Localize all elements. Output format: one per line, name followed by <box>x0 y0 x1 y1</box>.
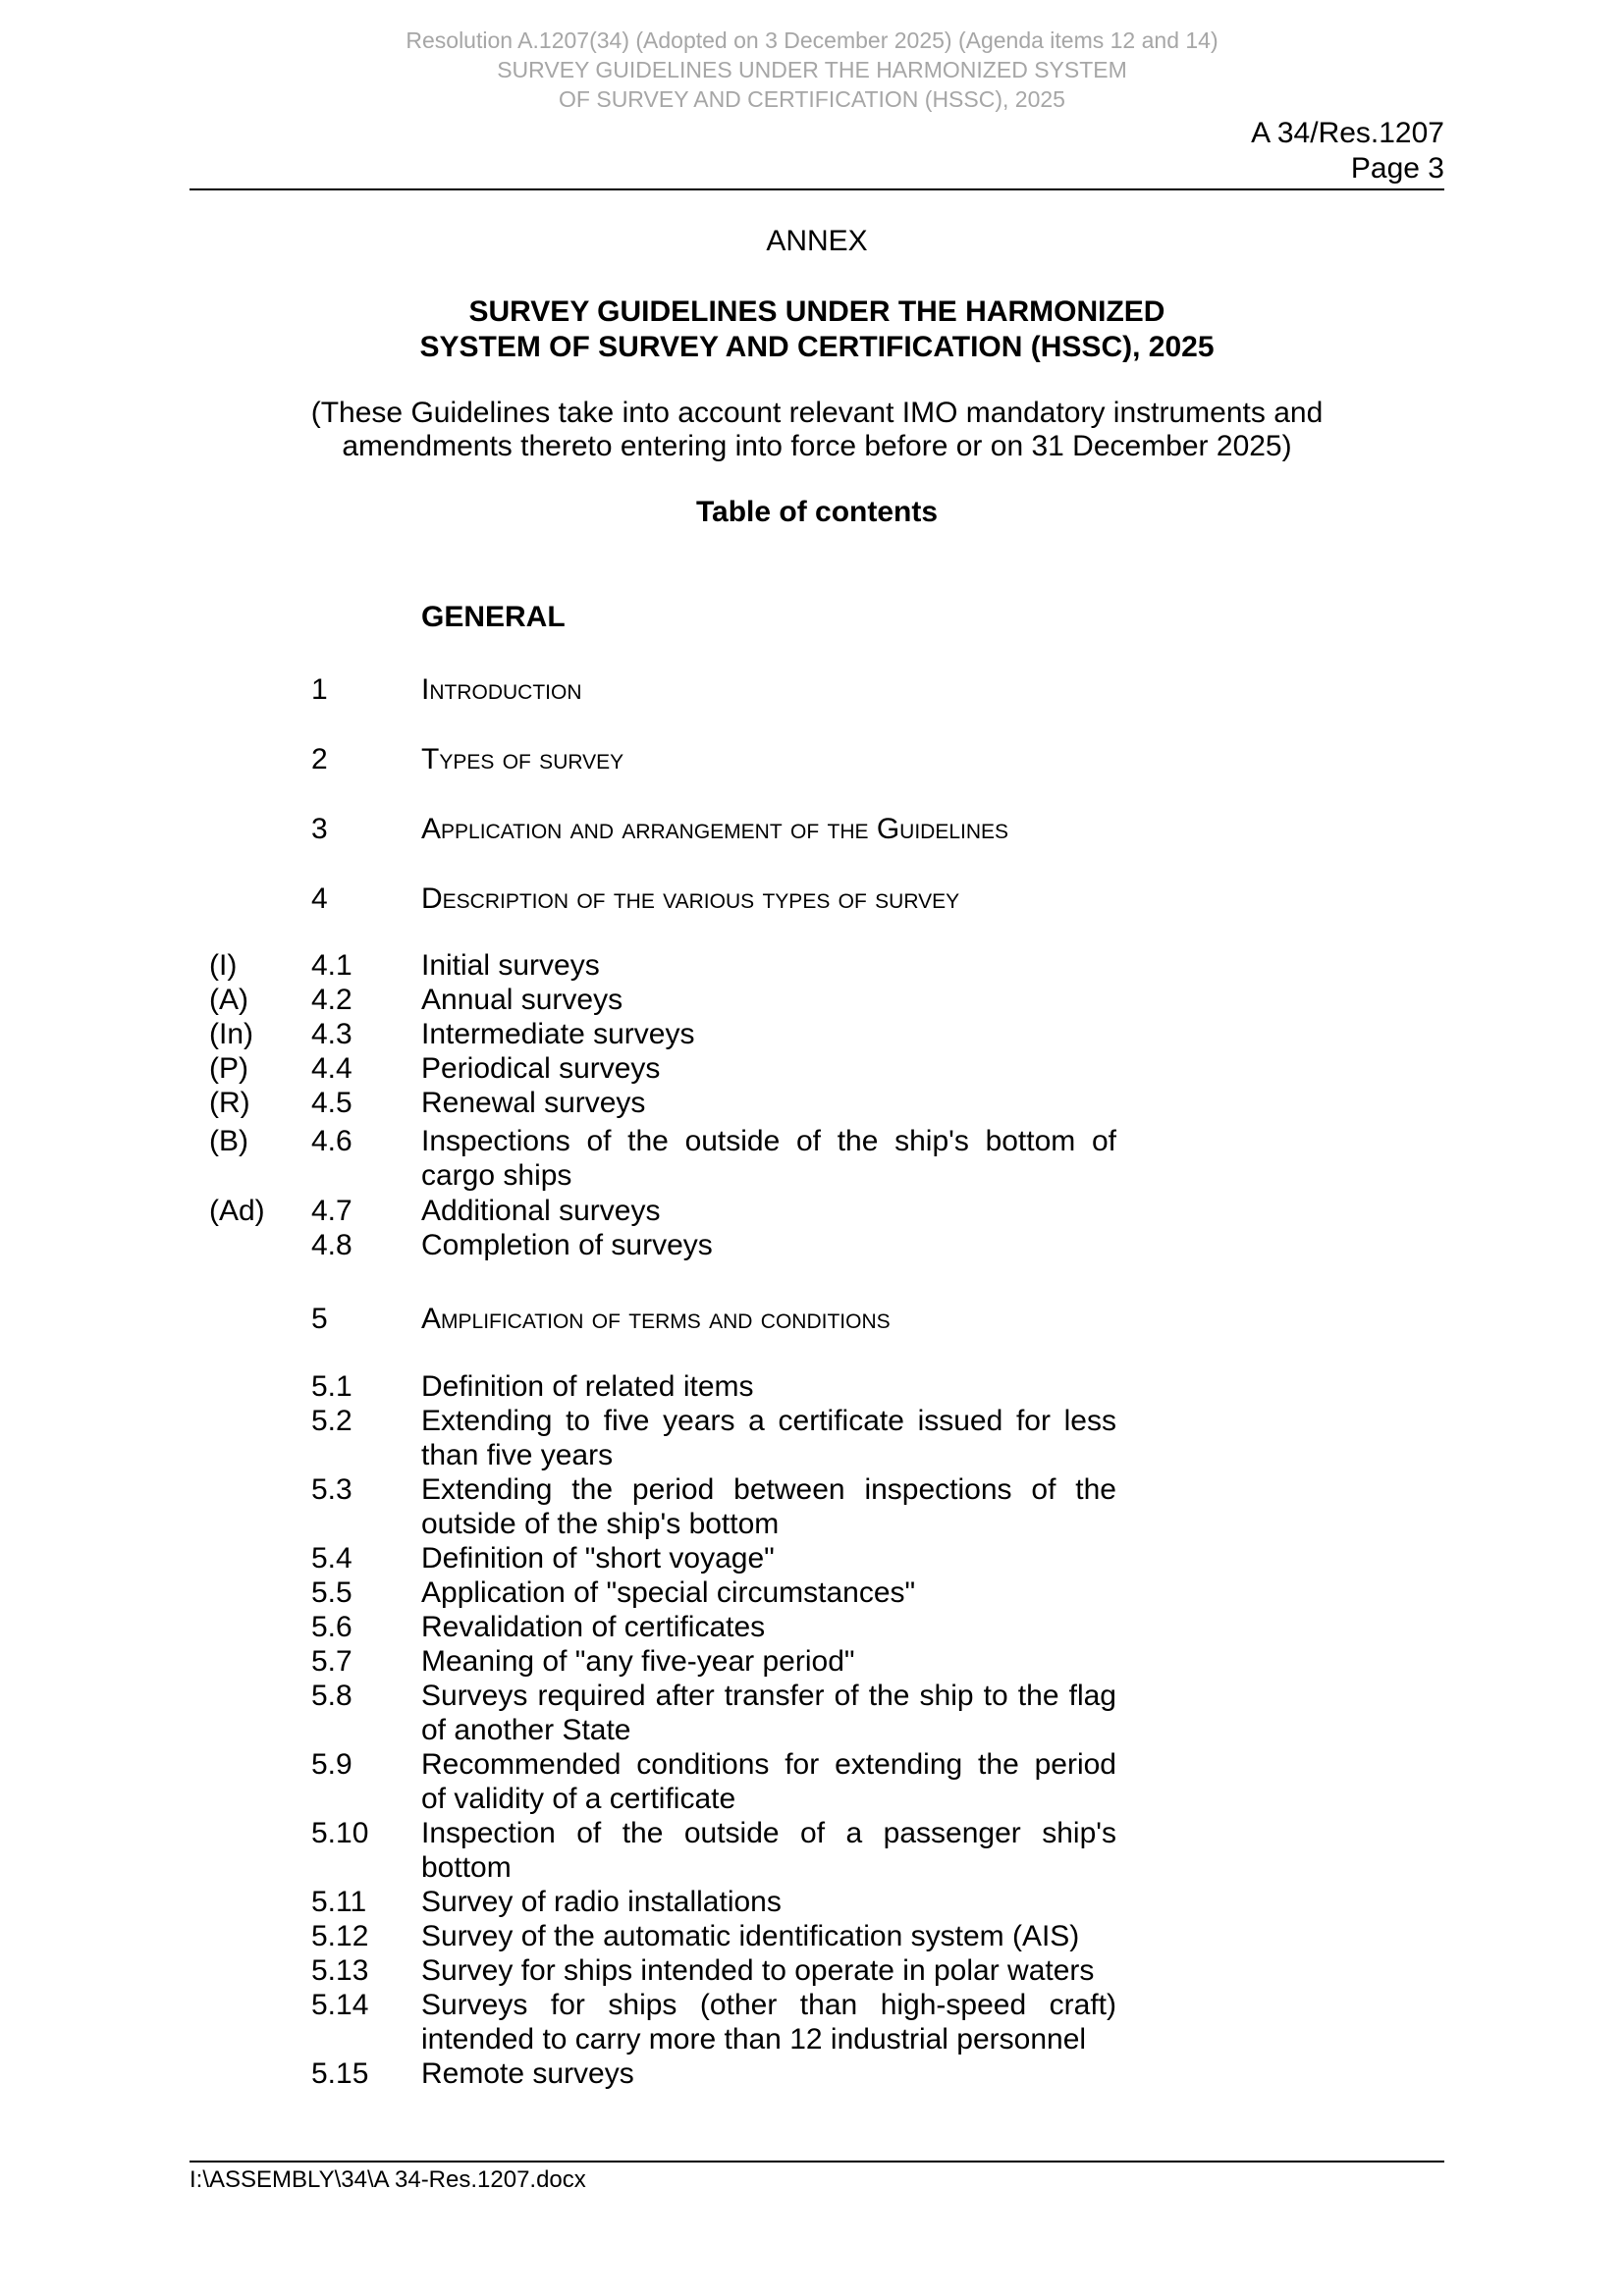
item-number: 5.3 <box>311 1473 352 1506</box>
item-title-continued: outside of the ship's bottom <box>421 1508 780 1540</box>
item-title: Survey of the automatic identification system (AIS) <box>421 1920 1080 1952</box>
item-title: Renewal surveys <box>421 1087 646 1119</box>
item-title: Remote surveys <box>421 2057 634 2090</box>
item-title-continued: cargo ships <box>421 1159 572 1192</box>
item-number: 5.15 <box>311 2057 369 2090</box>
item-title: Definition of related items <box>421 1370 754 1403</box>
watermark-line-2: SURVEY GUIDELINES UNDER THE HARMONIZED SYSTEM <box>497 57 1127 82</box>
item-title: Periodical surveys <box>421 1052 661 1085</box>
item-number: 5.9 <box>311 1748 352 1781</box>
item-number: 5.8 <box>311 1680 352 1712</box>
item-number: 5.7 <box>311 1645 352 1678</box>
section-title: Types of survey <box>421 743 624 775</box>
item-title: Additional surveys <box>421 1195 661 1227</box>
section-number: 2 <box>311 743 328 775</box>
item-number: 5.2 <box>311 1405 352 1437</box>
item-number: 4.6 <box>311 1125 352 1157</box>
title-line-1: SURVEY GUIDELINES UNDER THE HARMONIZED <box>468 295 1165 328</box>
footer-rule <box>189 2161 1444 2163</box>
note-line-1: (These Guidelines take into account relevant IMO mandatory instruments and <box>310 397 1324 429</box>
item-number: 5.10 <box>311 1817 369 1849</box>
page-number: Page 3 <box>1350 152 1444 185</box>
item-title: Extending the period between inspections of the <box>421 1473 1116 1506</box>
annex-label: ANNEX <box>766 225 868 257</box>
item-title: Extending to five years a certificate issued for less <box>421 1405 1116 1437</box>
survey-code: (In) <box>209 1018 253 1050</box>
item-title: Inspection of the outside of a passenger ship's <box>421 1817 1116 1849</box>
item-title-continued: intended to carry more than 12 industrial personnel <box>421 2023 1087 2056</box>
item-number: 4.7 <box>311 1195 352 1227</box>
watermark-line-3: OF SURVEY AND CERTIFICATION (HSSC), 2025 <box>559 86 1065 112</box>
item-title: Surveys for ships (other than high-speed craft) <box>421 1989 1116 2021</box>
survey-code: (Ad) <box>209 1195 265 1227</box>
watermark-line-1: Resolution A.1207(34) (Adopted on 3 December 2025) (Agenda items 12 and 14) <box>406 27 1218 53</box>
section-title: Introduction <box>421 673 582 706</box>
section-title: Amplification of terms and conditions <box>421 1303 891 1335</box>
item-number: 5.14 <box>311 1989 369 2021</box>
item-number: 4.2 <box>311 984 352 1016</box>
item-number: 5.12 <box>311 1920 369 1952</box>
survey-code: (I) <box>209 949 238 982</box>
item-title: Meaning of "any five-year period" <box>421 1645 855 1678</box>
item-title: Definition of "short voyage" <box>421 1542 775 1575</box>
item-title: Initial surveys <box>421 949 600 982</box>
survey-code: (R) <box>209 1087 250 1119</box>
document-reference: A 34/Res.1207 <box>1251 117 1444 149</box>
item-title: Intermediate surveys <box>421 1018 695 1050</box>
survey-code: (B) <box>209 1125 248 1157</box>
section-number: 4 <box>311 882 328 915</box>
item-title: Annual surveys <box>421 984 623 1016</box>
item-number: 4.8 <box>311 1229 352 1261</box>
file-path-footer: I:\ASSEMBLY\34\A 34-Res.1207.docx <box>189 2166 586 2193</box>
item-title-continued: bottom <box>421 1851 512 1884</box>
item-title: Revalidation of certificates <box>421 1611 766 1643</box>
item-number: 4.5 <box>311 1087 352 1119</box>
item-title-continued: than five years <box>421 1439 614 1471</box>
item-title: Survey for ships intended to operate in polar waters <box>421 1954 1095 1987</box>
item-number: 5.5 <box>311 1576 352 1609</box>
item-number: 5.4 <box>311 1542 352 1575</box>
section-number: 5 <box>311 1303 328 1335</box>
survey-code: (A) <box>209 984 248 1016</box>
item-number: 4.3 <box>311 1018 352 1050</box>
item-title: Survey of radio installations <box>421 1886 782 1918</box>
survey-code: (P) <box>209 1052 248 1085</box>
item-title: Completion of surveys <box>421 1229 713 1261</box>
item-number: 4.4 <box>311 1052 352 1085</box>
item-title-continued: of validity of a certificate <box>421 1783 736 1815</box>
item-title: Recommended conditions for extending the period <box>421 1748 1116 1781</box>
section-title: Application and arrangement of the Guidelines <box>421 813 1009 845</box>
item-number: 5.11 <box>311 1886 367 1918</box>
note-line-2: amendments thereto entering into force before or on 31 December 2025) <box>342 430 1292 462</box>
item-number: 5.13 <box>311 1954 369 1987</box>
item-title: Inspections of the outside of the ship's bottom of <box>421 1125 1116 1157</box>
item-title-continued: of another State <box>421 1714 631 1746</box>
section-title: Description of the various types of survey <box>421 882 960 915</box>
toc-title: Table of contents <box>695 496 939 528</box>
section-number: 1 <box>311 673 328 706</box>
item-title: Application of "special circumstances" <box>421 1576 916 1609</box>
item-number: 5.1 <box>311 1370 352 1403</box>
section-number: 3 <box>311 813 328 845</box>
item-number: 5.6 <box>311 1611 352 1643</box>
title-line-2: SYSTEM OF SURVEY AND CERTIFICATION (HSSC), 2025 <box>419 331 1215 363</box>
item-number: 4.1 <box>311 949 352 982</box>
general-heading: GENERAL <box>421 601 566 633</box>
item-title: Surveys required after transfer of the ship to the flag <box>421 1680 1116 1712</box>
